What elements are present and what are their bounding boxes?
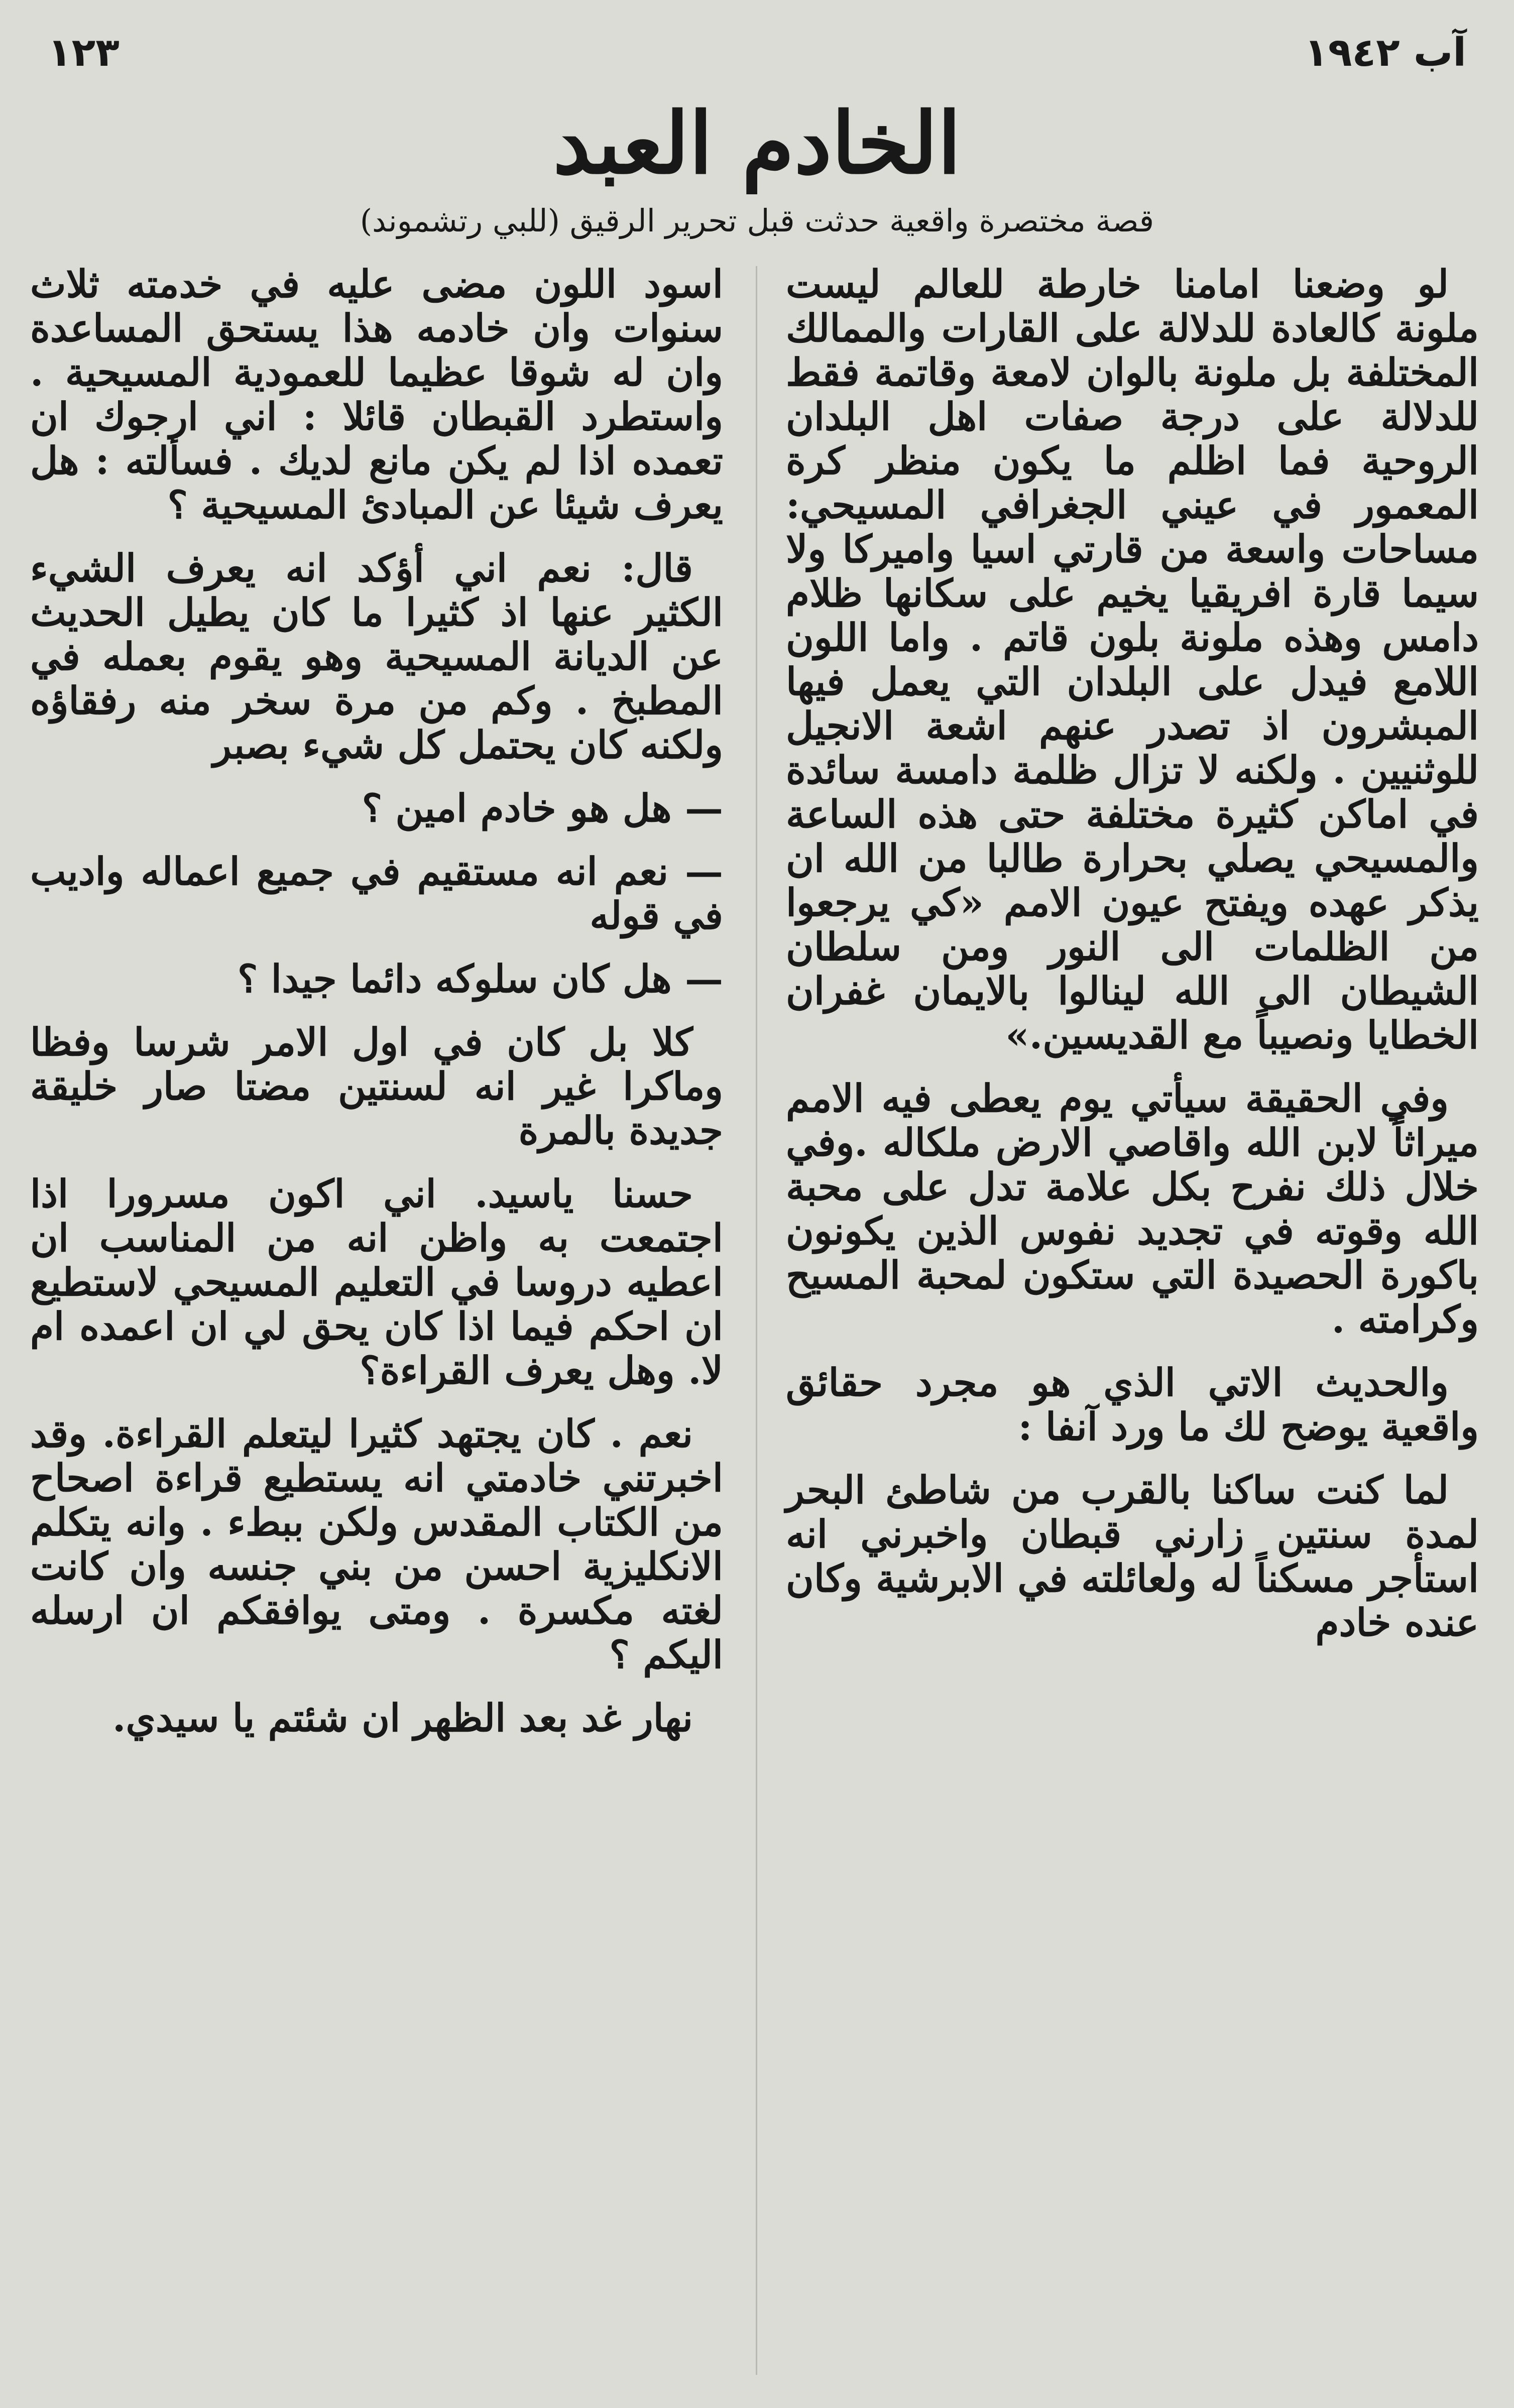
page-number: ١٢٣: [48, 30, 120, 75]
paragraph: حسنا ياسيد. اني اكون مسرورا اذا اجتمعت به واظن انه من المناسب ان اعطيه دروسا في التعليم المسيحي لاستطيع ان احكم فيما اذا كان يحق لي ان اعمده ام لا. وهل يعرف القراءة؟: [30, 1171, 723, 1393]
paragraph: نعم . كان يجتهد كثيرا ليتعلم القراءة. وقد اخبرتني خادمتي انه يستطيع قراءة اصحاح من الكتاب المقدس ولكن ببطء . وانه يتكلم الانكليزية احسن من بني جنسه وان كانت لغته مكسرة . ومتى يوافقكم ان ارسله اليكم ؟: [30, 1411, 723, 1677]
column-right: [786, 262, 1479, 1664]
paragraph: اسود اللون مضى عليه في خدمته ثلاث سنوات وان خادمه هذا يستحق المساعدة وان له شوقا عظيما للعمودية المسيحية . واستطرد القبطان قائلا : اني ارجوك ان تعمده اذا لم يكن مانع لديك . فسألته : هل يعرف شيئا عن المبادئ المسيحية ؟: [30, 262, 723, 527]
paragraph: لو وضعنا امامنا خارطة للعالم ليست ملونة كالعادة للدلالة على القارات والممالك المختلفة بل ملونة بالوان لامعة وقاتمة فقط للدلالة على درجة صفات اهل البلدان الروحية فما اظلم ما يكون منظر كرة المعمور في عيني الجغرافي المسيحي: مساحات واسعة من قارتي اسيا واميركا ولا سيما قارة افريقيا يخيم على سكانها ظلام دامس وهذه ملونة بلون قاتم . واما اللون اللامع فيدل على البلدان التي يعمل فيها المبشرون اذ تصدر عنهم اشعة الانجيل للوثنيين . ولكنه لا تزال ظلمة دامسة سائدة في اماكن كثيرة مختلفة حتى هذه الساعة والمسيحي يصلي بحرارة طالبا من الله ان يذكر عهده ويفتح عيون الامم «كي يرجعوا من الظلمات الى النور ومن سلطان الشيطان الى الله لينالوا بالايمان غفران الخطايا ونصيباً مع القديسين.»: [786, 262, 1479, 1057]
dialogue-line: — هل كان سلوكه دائما جيدا ؟: [237, 956, 723, 1001]
column-divider: [756, 266, 757, 2375]
column-left: [30, 262, 723, 1759]
dialogue-line: — نعم انه مستقيم في جميع اعماله واديب في قوله: [30, 849, 723, 938]
dialogue-line: — هل هو خادم امين ؟: [362, 786, 723, 830]
paragraph: قال: نعم اني أؤكد انه يعرف الشيء الكثير عنها اذ كثيرا ما كان يطيل الحديث عن الديانة المسيحية وهو يقوم بعمله في المطبخ . وكم من مرة سخر منه رفقاؤه ولكنه كان يحتمل كل شيء بصبر: [30, 546, 723, 767]
article-subtitle: قصة مختصرة واقعية حدثت قبل تحرير الرقيق (للبي رتشموند): [360, 202, 1154, 239]
paragraph: والحديث الاتي الذي هو مجرد حقائق واقعية يوضح لك ما ورد آنفا :: [786, 1360, 1479, 1449]
paragraph: لما كنت ساكنا بالقرب من شاطئ البحر لمدة سنتين زارني قبطان واخبرني انه استأجر مسكناً له ولعائلته في الابرشية وكان عنده خادم: [786, 1468, 1479, 1645]
paragraph: وفي الحقيقة سيأتي يوم يعطى فيه الامم ميراثاً لابن الله واقاصي الارض ملكاله .وفي خلال ذلك نفرح بكل علامة تدل على محبة الله وقوته في تجديد نفوس الذين يكونون باكورة الحصيدة التي ستكون لمحبة المسيح وكرامته .: [786, 1076, 1479, 1342]
paragraph: كلا بل كان في اول الامر شرسا وفظا وماكرا غير انه لسنتين مضتا صار خليقة جديدة بالمرة: [30, 1020, 723, 1153]
article-title: الخادم العبد: [553, 93, 961, 193]
paragraph: نهار غد بعد الظهر ان شئتم يا سيدي.: [112, 1696, 693, 1740]
issue-date: آب ١٩٤٢: [1304, 30, 1466, 75]
